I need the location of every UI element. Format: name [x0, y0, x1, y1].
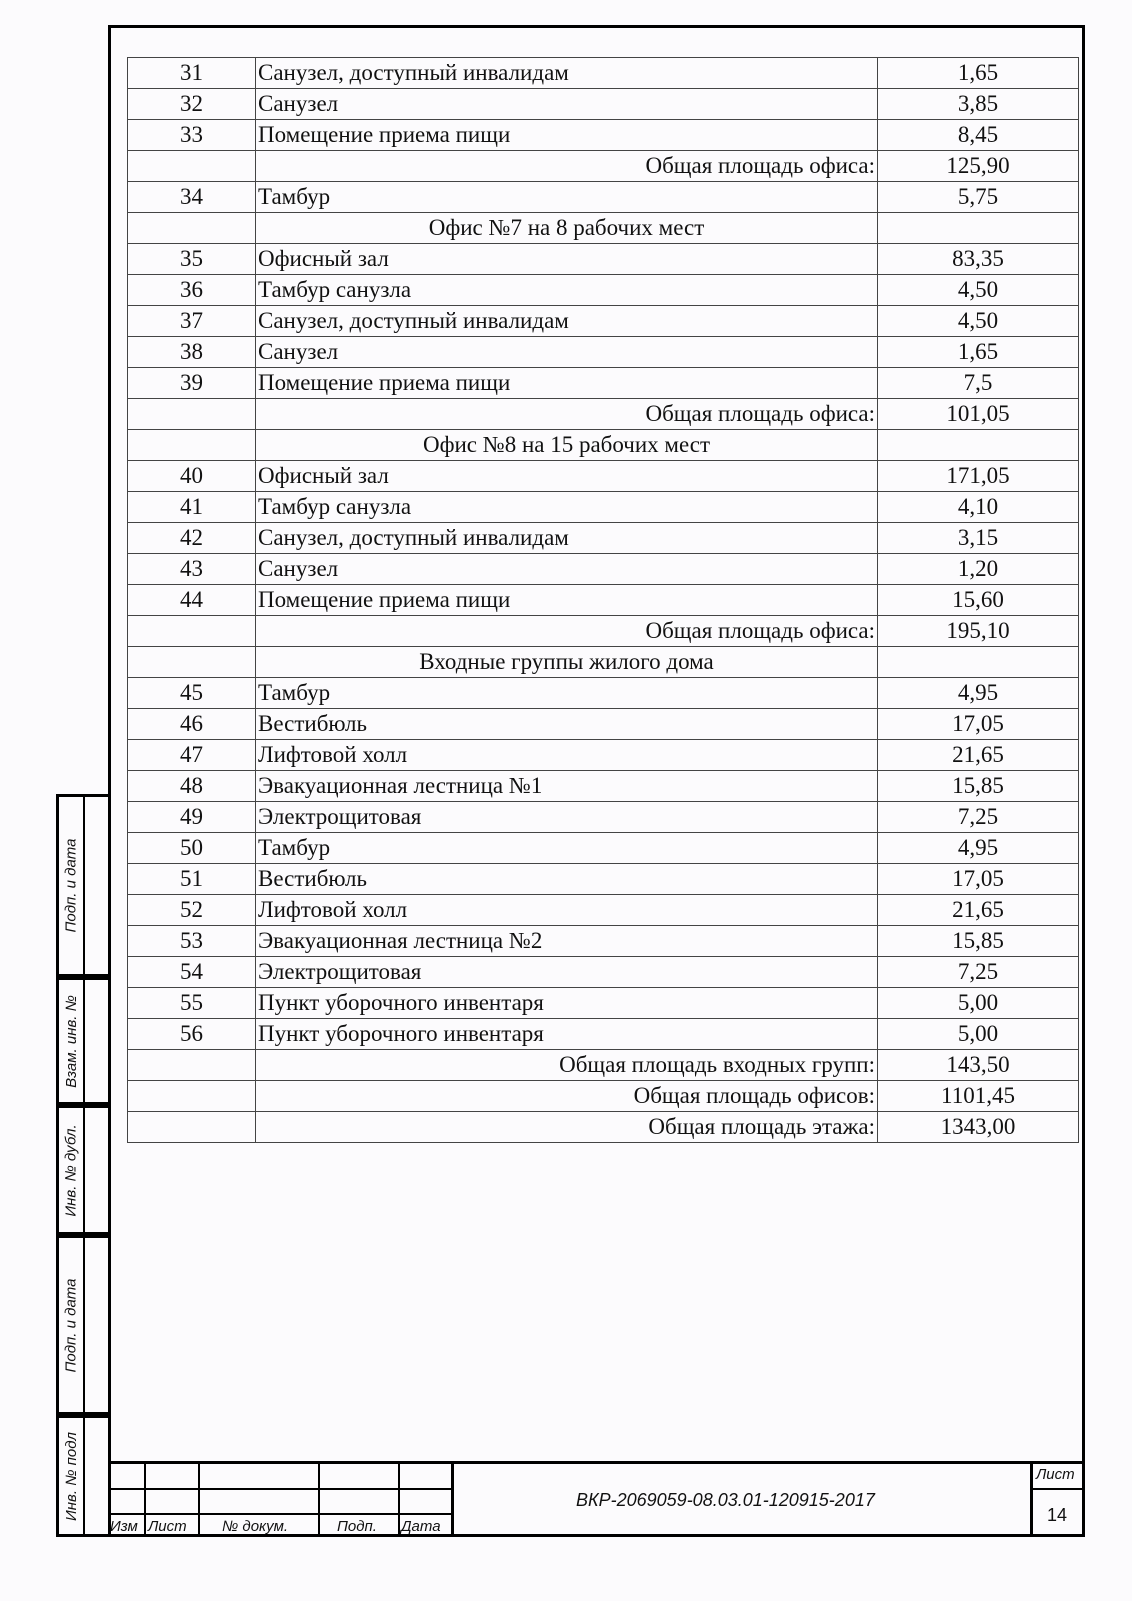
total-area: 101,05 [878, 399, 1079, 430]
table-row [128, 492, 1079, 523]
side-dup-inv-cell [59, 1108, 85, 1232]
tb-vline-5 [451, 1461, 454, 1537]
side-sign-date-1-cell [59, 797, 85, 974]
table-row [128, 399, 1079, 430]
table-row [128, 182, 1079, 213]
room-name: Санузел, доступный инвалидам [256, 523, 878, 554]
side-sign-date-2-label: Подп. и дата [62, 1278, 80, 1372]
tb-document-code: ВКР-2069059-08.03.01-120915-2017 [576, 1490, 875, 1510]
room-number: 56 [128, 1019, 256, 1050]
room-number: 43 [128, 554, 256, 585]
tb-hline-2 [108, 1513, 452, 1515]
room-area: 4,50 [878, 306, 1079, 337]
room-name: Тамбур [256, 678, 878, 709]
room-name: Санузел, доступный инвалидам [256, 58, 878, 89]
room-name: Вестибюль [256, 864, 878, 895]
table-row [128, 1019, 1079, 1050]
table-row [128, 461, 1079, 492]
tb-vline-3 [318, 1461, 320, 1537]
room-name: Помещение приема пищи [256, 368, 878, 399]
room-number: 45 [128, 678, 256, 709]
table-row [128, 1081, 1079, 1112]
table-row [128, 151, 1079, 182]
table-row [128, 988, 1079, 1019]
room-area: 21,65 [878, 740, 1079, 771]
room-area: 1,65 [878, 337, 1079, 368]
table-row [128, 368, 1079, 399]
room-number: 55 [128, 988, 256, 1019]
section-heading: Входные группы жилого дома [256, 647, 878, 678]
room-name: Офисный зал [256, 461, 878, 492]
room-name: Помещение приема пищи [256, 120, 878, 151]
room-name: Тамбур санузла [256, 492, 878, 523]
room-area: 4,95 [878, 833, 1079, 864]
room-number: 49 [128, 802, 256, 833]
room-area: 15,85 [878, 926, 1079, 957]
side-dup-inv-label: Инв. № дубл. [62, 1123, 80, 1217]
tb-sheet-label: Лист [1036, 1466, 1075, 1483]
tb-date-label: Дата [401, 1518, 441, 1535]
total-label: Общая площадь этажа: [256, 1112, 878, 1143]
room-number: 34 [128, 182, 256, 213]
table-row [128, 647, 1079, 678]
room-number: 54 [128, 957, 256, 988]
table-row [128, 554, 1079, 585]
tb-sheet-hline [1030, 1488, 1085, 1490]
room-name: Пункт уборочного инвентаря [256, 988, 878, 1019]
table-row [128, 833, 1079, 864]
room-number: 36 [128, 275, 256, 306]
table-row [128, 957, 1079, 988]
room-number: 46 [128, 709, 256, 740]
room-number: 39 [128, 368, 256, 399]
room-name: Тамбур [256, 833, 878, 864]
room-area: 4,95 [878, 678, 1079, 709]
table-row [128, 244, 1079, 275]
room-area: 4,10 [878, 492, 1079, 523]
room-number [128, 616, 256, 647]
table-row [128, 616, 1079, 647]
room-name: Тамбур санузла [256, 275, 878, 306]
room-number [128, 399, 256, 430]
side-sign-date-2 [56, 1235, 108, 1415]
tb-vline-1 [144, 1461, 146, 1537]
room-area: 15,85 [878, 771, 1079, 802]
rooms-table-body [128, 58, 1079, 1143]
table-row [128, 926, 1079, 957]
table-row [128, 771, 1079, 802]
room-number [128, 213, 256, 244]
room-number [128, 1112, 256, 1143]
room-area: 5,75 [878, 182, 1079, 213]
room-number: 50 [128, 833, 256, 864]
room-name: Санузел [256, 554, 878, 585]
room-number: 40 [128, 461, 256, 492]
tb-vline-2 [198, 1461, 200, 1537]
room-area: 5,00 [878, 988, 1079, 1019]
room-number: 31 [128, 58, 256, 89]
room-name: Эвакуационная лестница №2 [256, 926, 878, 957]
table-row [128, 1112, 1079, 1143]
room-area: 7,5 [878, 368, 1079, 399]
room-area: 7,25 [878, 802, 1079, 833]
section-heading: Офис №7 на 8 рабочих мест [256, 213, 878, 244]
room-name: Санузел [256, 89, 878, 120]
table-row [128, 740, 1079, 771]
room-number: 44 [128, 585, 256, 616]
total-label: Общая площадь офисов: [256, 1081, 878, 1112]
room-number: 38 [128, 337, 256, 368]
room-area [878, 430, 1079, 461]
room-area: 3,15 [878, 523, 1079, 554]
table-row [128, 430, 1079, 461]
side-exchange-inv-cell [59, 980, 85, 1102]
tb-top-line [108, 1461, 1085, 1464]
room-name: Вестибюль [256, 709, 878, 740]
room-number [128, 430, 256, 461]
room-area: 171,05 [878, 461, 1079, 492]
room-number: 41 [128, 492, 256, 523]
table-row [128, 678, 1079, 709]
room-number: 52 [128, 895, 256, 926]
tb-list-label: Лист [148, 1518, 187, 1535]
room-name: Пункт уборочного инвентаря [256, 1019, 878, 1050]
side-dup-inv [56, 1105, 108, 1235]
table-row [128, 1050, 1079, 1081]
table-row [128, 585, 1079, 616]
side-orig-inv-cell [59, 1418, 85, 1534]
room-number: 37 [128, 306, 256, 337]
total-label: Общая площадь офиса: [256, 399, 878, 430]
room-number: 32 [128, 89, 256, 120]
total-label: Общая площадь входных групп: [256, 1050, 878, 1081]
tb-vline-6 [1030, 1461, 1033, 1537]
room-area: 4,50 [878, 275, 1079, 306]
table-row [128, 275, 1079, 306]
room-area: 21,65 [878, 895, 1079, 926]
room-number [128, 1050, 256, 1081]
room-area: 15,60 [878, 585, 1079, 616]
room-number: 42 [128, 523, 256, 554]
room-area: 17,05 [878, 709, 1079, 740]
tb-hline-1 [108, 1488, 452, 1490]
room-name: Лифтовой холл [256, 895, 878, 926]
rooms-table [127, 57, 1079, 1143]
tb-sheet-number: 14 [1047, 1505, 1068, 1525]
room-name: Электрощитовая [256, 802, 878, 833]
table-row [128, 337, 1079, 368]
side-exchange-inv-label: Взам. инв. № [62, 994, 80, 1088]
side-orig-inv-label: Инв. № подл [62, 1431, 80, 1521]
table-row [128, 864, 1079, 895]
room-area: 5,00 [878, 1019, 1079, 1050]
room-name: Электрощитовая [256, 957, 878, 988]
table-row [128, 895, 1079, 926]
side-sign-date-1-label: Подп. и дата [62, 838, 80, 933]
room-area [878, 213, 1079, 244]
total-area: 1101,45 [878, 1081, 1079, 1112]
room-area: 8,45 [878, 120, 1079, 151]
table-row [128, 802, 1079, 833]
room-area [878, 647, 1079, 678]
room-number: 48 [128, 771, 256, 802]
total-area: 143,50 [878, 1050, 1079, 1081]
room-number: 51 [128, 864, 256, 895]
room-number: 47 [128, 740, 256, 771]
room-name: Санузел, доступный инвалидам [256, 306, 878, 337]
side-orig-inv [56, 1415, 108, 1537]
room-area: 3,85 [878, 89, 1079, 120]
total-area: 125,90 [878, 151, 1079, 182]
room-name: Помещение приема пищи [256, 585, 878, 616]
room-number [128, 1081, 256, 1112]
room-name: Эвакуационная лестница №1 [256, 771, 878, 802]
room-number [128, 647, 256, 678]
room-number [128, 151, 256, 182]
room-area: 1,65 [878, 58, 1079, 89]
room-number: 33 [128, 120, 256, 151]
side-exchange-inv [56, 977, 108, 1105]
tb-doc-no-label: № докум. [222, 1518, 289, 1535]
side-sign-date-1 [56, 794, 108, 977]
tb-izm-label: Изм [110, 1518, 138, 1535]
room-area: 83,35 [878, 244, 1079, 275]
room-area: 17,05 [878, 864, 1079, 895]
table-row [128, 523, 1079, 554]
total-area: 1343,00 [878, 1112, 1079, 1143]
side-sign-date-2-cell [59, 1238, 85, 1412]
table-row [128, 89, 1079, 120]
total-label: Общая площадь офиса: [256, 616, 878, 647]
tb-vline-4 [398, 1461, 400, 1537]
table-row [128, 306, 1079, 337]
table-row [128, 709, 1079, 740]
tb-sign-label: Подп. [337, 1518, 377, 1535]
room-name: Лифтовой холл [256, 740, 878, 771]
room-number: 53 [128, 926, 256, 957]
total-area: 195,10 [878, 616, 1079, 647]
table-row [128, 213, 1079, 244]
room-name: Тамбур [256, 182, 878, 213]
room-area: 1,20 [878, 554, 1079, 585]
room-name: Санузел [256, 337, 878, 368]
room-area: 7,25 [878, 957, 1079, 988]
section-heading: Офис №8 на 15 рабочих мест [256, 430, 878, 461]
room-name: Офисный зал [256, 244, 878, 275]
room-number: 35 [128, 244, 256, 275]
table-row [128, 58, 1079, 89]
total-label: Общая площадь офиса: [256, 151, 878, 182]
table-row [128, 120, 1079, 151]
